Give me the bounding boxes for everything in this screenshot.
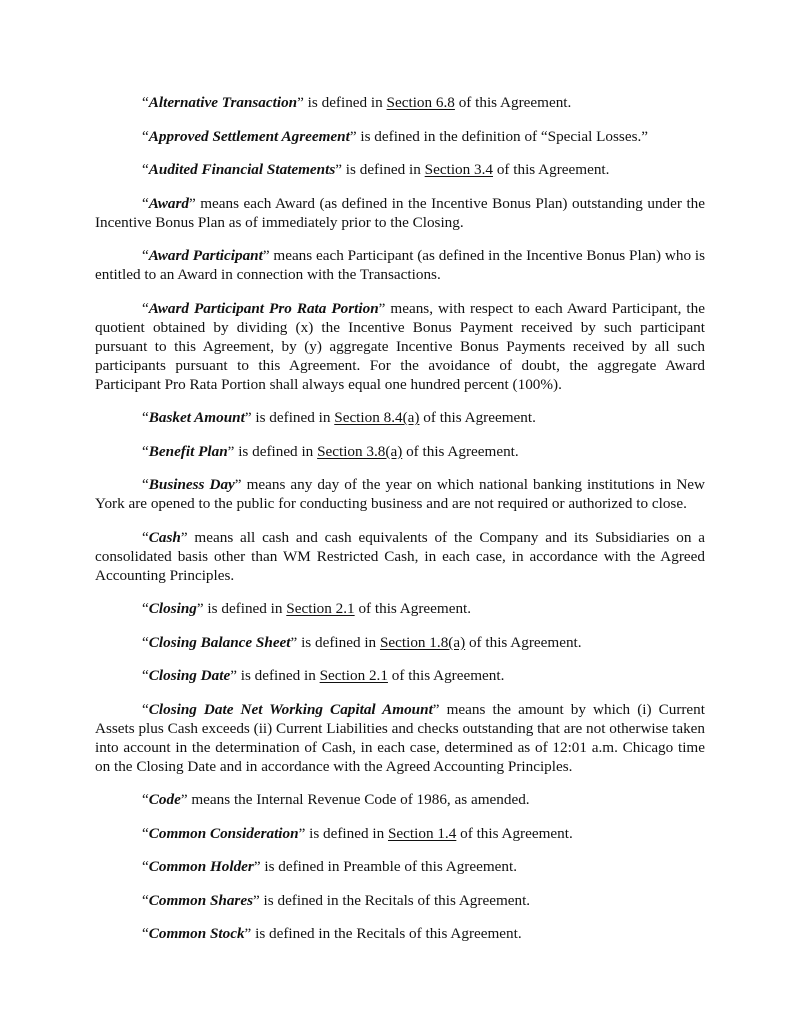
definition-paragraph: “Common Stock” is defined in the Recitals of this Agreement. bbox=[142, 925, 522, 942]
definition-text: means the amount by which (i) Current Assets plus Cash exceeds (ii) Current Liabilities and checks outstanding that are not otherwise taken into account in the determination of Cash, in each case, determined as of 12:01 a.m. Chicago time on the Closing Date and in accordance with the Agreed Accounting Principles. bbox=[95, 700, 705, 775]
defined-term: Benefit Plan bbox=[148, 442, 228, 460]
section-reference: Section 2.1 bbox=[286, 600, 355, 617]
defined-term: Common Shares bbox=[148, 891, 253, 909]
defined-term: Approved Settlement Agreement bbox=[148, 127, 350, 145]
defined-term: Common Consideration bbox=[148, 824, 299, 842]
defined-term: Business Day bbox=[148, 476, 235, 493]
definition-text: of this Agreement. bbox=[402, 442, 519, 460]
defined-term: Award bbox=[148, 194, 189, 212]
section-reference: Section 1.4 bbox=[387, 824, 457, 842]
definition-text: is defined in the Recitals of this Agreement. bbox=[251, 925, 522, 942]
definition-paragraph: “Award Participant Pro Rata Portion” means, with respect to each Award Participant, the quotient obtained by dividing (x) the Incentive Bonus Payment received by such participant pursuant to this Agreement, by (y) aggregate Incentive Bonus Payments received by all such participants pursuant to this Agreement. For the avoidance of doubt, the aggregate Award Participant Pro Rata Portion shall always equal one hundred percent (100%). bbox=[95, 299, 705, 393]
defined-term: Closing Date bbox=[148, 667, 231, 684]
defined-term: Closing Date Net Working Capital Amount bbox=[148, 700, 433, 718]
definition-text: is defined in bbox=[305, 824, 388, 842]
definition-paragraph: “Closing” is defined in Section 2.1 of this Agreement. bbox=[142, 600, 472, 617]
definition-text: is defined in bbox=[303, 94, 387, 111]
section-reference: Section 8.4(a) bbox=[334, 409, 420, 426]
definition-paragraph: “Closing Date” is defined in Section 2.1 of this Agreement. bbox=[142, 667, 505, 684]
definition-text: means each Award (as defined in the Incentive Bonus Plan) outstanding under the Incentive Bonus Plan as of immediately prior to the Closing. bbox=[95, 194, 705, 231]
definition-text: is defined in the Recitals of this Agreement. bbox=[259, 891, 531, 909]
definition-text: is defined in bbox=[297, 633, 380, 651]
definition-paragraph: “Cash” means all cash and cash equivalents of the Company and its Subsidiaries on a consolidated basis other than WM Restricted Cash, in each case, in accordance with the Agreed Accounting Principles. bbox=[95, 528, 705, 584]
defined-term: Award Participant bbox=[148, 247, 263, 264]
definition-text: means, with respect to each Award Participant, the quotient obtained by dividing (x) the Incentive Bonus Payment received by such participant pursuant to this Agreement, by (y) aggregate Incentive Bonus Payments received by all such participants pursuant to this Agreement. For the avoidance of doubt, the aggregate Award Participant Pro Rata Portion shall always equal one hundred percent (100%). bbox=[95, 299, 705, 393]
defined-term: Award Participant Pro Rata Portion bbox=[148, 299, 379, 317]
definition-paragraph: “Approved Settlement Agreement” is defined in the definition of “Special Losses.” bbox=[142, 127, 649, 145]
definition-paragraph: “Alternative Transaction” is defined in Section 6.8 of this Agreement. bbox=[142, 94, 572, 111]
defined-term: Closing Balance Sheet bbox=[148, 633, 291, 651]
definition-paragraph: “Closing Date Net Working Capital Amount” means the amount by which (i) Current Assets plus Cash exceeds (ii) Current Liabilities and checks outstanding that are not otherwise taken into account in the determination of Cash, in each case, determined as of 12:01 a.m. Chicago time on the Closing Date and in accordance with the Agreed Accounting Principles. bbox=[95, 700, 705, 775]
section-reference: Section 6.8 bbox=[386, 94, 455, 111]
definition-text: is defined in bbox=[234, 442, 318, 460]
definition-text: is defined in bbox=[236, 667, 320, 684]
definition-paragraph: “Award” means each Award (as defined in the Incentive Bonus Plan) outstanding under the Incentive Bonus Plan as of immediately prior to the Closing. bbox=[95, 194, 705, 231]
definition-text: is defined in Preamble of this Agreement. bbox=[260, 858, 517, 875]
definition-text: means any day of the year on which national banking institutions in New York are opened to the public for conducting business and are not required or authorized to close. bbox=[95, 476, 705, 512]
defined-term: Common Holder bbox=[148, 858, 254, 875]
defined-term: Alternative Transaction bbox=[148, 94, 298, 111]
definition-paragraph: “Basket Amount” is defined in Section 8.4(a) of this Agreement. bbox=[142, 409, 536, 426]
section-reference: Section 3.4 bbox=[424, 161, 494, 178]
definition-text: means the Internal Revenue Code of 1986, as amended. bbox=[187, 791, 530, 808]
defined-term: Audited Financial Statements bbox=[148, 161, 336, 178]
section-reference: Section 1.8(a) bbox=[379, 633, 466, 651]
definition-paragraph: “Closing Balance Sheet” is defined in Section 1.8(a) of this Agreement. bbox=[142, 633, 582, 651]
definition-text: is defined in bbox=[203, 600, 287, 617]
definition-paragraph: “Benefit Plan” is defined in Section 3.8(a) of this Agreement. bbox=[142, 442, 519, 460]
defined-term: Closing bbox=[148, 600, 197, 617]
defined-term: Code bbox=[148, 791, 181, 808]
definition-text: of this Agreement. bbox=[493, 161, 610, 178]
section-reference: Section 3.8(a) bbox=[317, 442, 403, 460]
definition-paragraph: “Award Participant” means each Participant (as defined in the Incentive Bonus Plan) who is entitled to an Award in connection with the Transactions. bbox=[95, 247, 705, 283]
definition-text: of this Agreement. bbox=[456, 824, 573, 842]
definition-text: is defined in bbox=[251, 409, 335, 426]
definition-paragraph: “Common Consideration” is defined in Section 1.4 of this Agreement. bbox=[142, 824, 573, 842]
definition-paragraph: “Common Holder” is defined in Preamble of this Agreement. bbox=[142, 858, 517, 875]
defined-term: Common Stock bbox=[148, 925, 245, 942]
definition-paragraph: “Common Shares” is defined in the Recitals of this Agreement. bbox=[142, 891, 531, 909]
definition-text: means all cash and cash equivalents of the Company and its Subsidiaries on a consolidated basis other than WM Restricted Cash, in each case, in accordance with the Agreed Accounting Principles. bbox=[95, 528, 705, 584]
section-reference: Section 2.1 bbox=[319, 667, 388, 684]
definition-text: of this Agreement. bbox=[354, 600, 472, 617]
definition-paragraph: “Code” means the Internal Revenue Code of 1986, as amended. bbox=[142, 791, 530, 808]
definition-text: of this Agreement. bbox=[454, 94, 572, 111]
definition-text: of this Agreement. bbox=[465, 633, 582, 651]
definition-text: means each Participant (as defined in the Incentive Bonus Plan) who is entitled to an Award in connection with the Transactions. bbox=[95, 247, 705, 283]
definition-paragraph: “Business Day” means any day of the year on which national banking institutions in New York are opened to the public for conducting business and are not required or authorized to close. bbox=[95, 476, 705, 512]
definition-text: is defined in bbox=[342, 161, 425, 178]
defined-term: Basket Amount bbox=[148, 409, 245, 426]
definition-text: of this Agreement. bbox=[419, 409, 536, 426]
defined-term: Cash bbox=[148, 528, 181, 546]
definition-text: of this Agreement. bbox=[387, 667, 505, 684]
document-page bbox=[95, 93, 705, 958]
definition-text: is defined in the definition of “Special Losses.” bbox=[356, 127, 649, 145]
definition-paragraph: “Audited Financial Statements” is defined in Section 3.4 of this Agreement. bbox=[142, 161, 610, 178]
